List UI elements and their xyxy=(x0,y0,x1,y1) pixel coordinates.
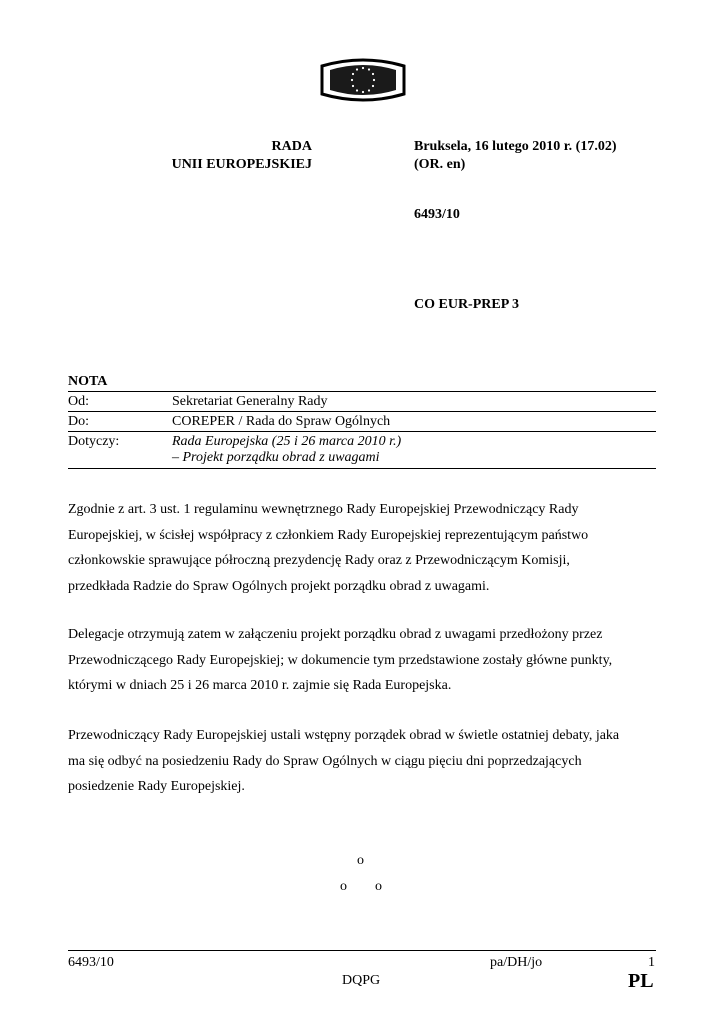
text-line: Przewodniczącego Rady Europejskiej; w dokumencie tym przedstawione zostały główne punkty, xyxy=(68,652,613,668)
text-line: którymi w dniach 25 i 26 marca 2010 r. zajmie się Rada Europejska. xyxy=(68,678,452,693)
text-line: Zgodnie z art. 3 ust. 1 regulaminu wewnętrznego Rady Europejskiej Przewodniczący Rady xyxy=(68,502,579,517)
footer-doc-number: 6493/10 xyxy=(68,955,114,970)
date-line: Bruksela, 16 lutego 2010 r. (17.02) xyxy=(414,139,617,154)
issuer-line-1: RADA xyxy=(271,139,312,154)
paragraph-2 xyxy=(68,622,658,699)
paragraph-1 xyxy=(68,497,658,599)
from-label: Od: xyxy=(68,394,89,409)
issuer-block xyxy=(140,138,312,174)
language-code: PL xyxy=(628,970,654,992)
page-number: 1 xyxy=(648,955,655,970)
to-value: COREPER / Rada do Spraw Ogólnych xyxy=(172,414,391,429)
subject-label: Dotyczy: xyxy=(68,434,120,449)
text-line: Delegacje otrzymują zatem w załączeniu projekt porządku obrad z uwagami przedłożony przez xyxy=(68,627,603,642)
classification-code: CO EUR-PREP 3 xyxy=(414,297,519,312)
text-line: Europejskiej, w ścisłej współpracy z członkiem Rady Europejskiej reprezentującym państwo xyxy=(68,527,589,543)
document-number: 6493/10 xyxy=(414,207,460,222)
text-line: ma się odbyć na posiedzeniu Rady do Spraw Ogólnych w ciągu pięciu dni poprzedzających xyxy=(68,753,582,769)
from-value: Sekretariat Generalny Rady xyxy=(172,394,328,409)
footer-divider xyxy=(68,950,656,951)
issuer-line-2: UNII EUROPEJSKIEJ xyxy=(171,157,312,172)
subject-line-1: Rada Europejska (25 i 26 marca 2010 r.) xyxy=(172,434,402,449)
subject-line-2: – Projekt porządku obrad z uwagami xyxy=(172,450,380,465)
text-line: Przewodniczący Rady Europejskiej ustali wstępny porządek obrad w świetle ostatniej debaty, jaka xyxy=(68,728,620,743)
divider xyxy=(68,431,656,432)
date-block xyxy=(414,138,616,174)
to-label: Do: xyxy=(68,414,89,429)
divider xyxy=(68,411,656,412)
divider xyxy=(68,391,656,392)
note-title: NOTA xyxy=(68,374,108,389)
council-logo xyxy=(318,56,408,104)
separator-mark: o xyxy=(340,879,347,894)
text-line: członkowskie sprawujące półroczną prezydencję Rady oraz z Przewodniczącym Komisji, xyxy=(68,553,570,568)
paragraph-3 xyxy=(68,723,658,800)
separator-mark: o xyxy=(357,853,364,868)
eu-emblem-icon xyxy=(318,56,408,104)
divider xyxy=(68,468,656,469)
text-line: przedkłada Radzie do Spraw Ogólnych projekt porządku obrad z uwagami. xyxy=(68,578,490,594)
separator-mark: o xyxy=(375,879,382,894)
footer-department: DQPG xyxy=(342,973,381,988)
text-line: posiedzenie Rady Europejskiej. xyxy=(68,779,245,794)
subject-value xyxy=(172,434,401,466)
footer-initials: pa/DH/jo xyxy=(490,955,543,970)
original-language: (OR. en) xyxy=(414,157,466,172)
